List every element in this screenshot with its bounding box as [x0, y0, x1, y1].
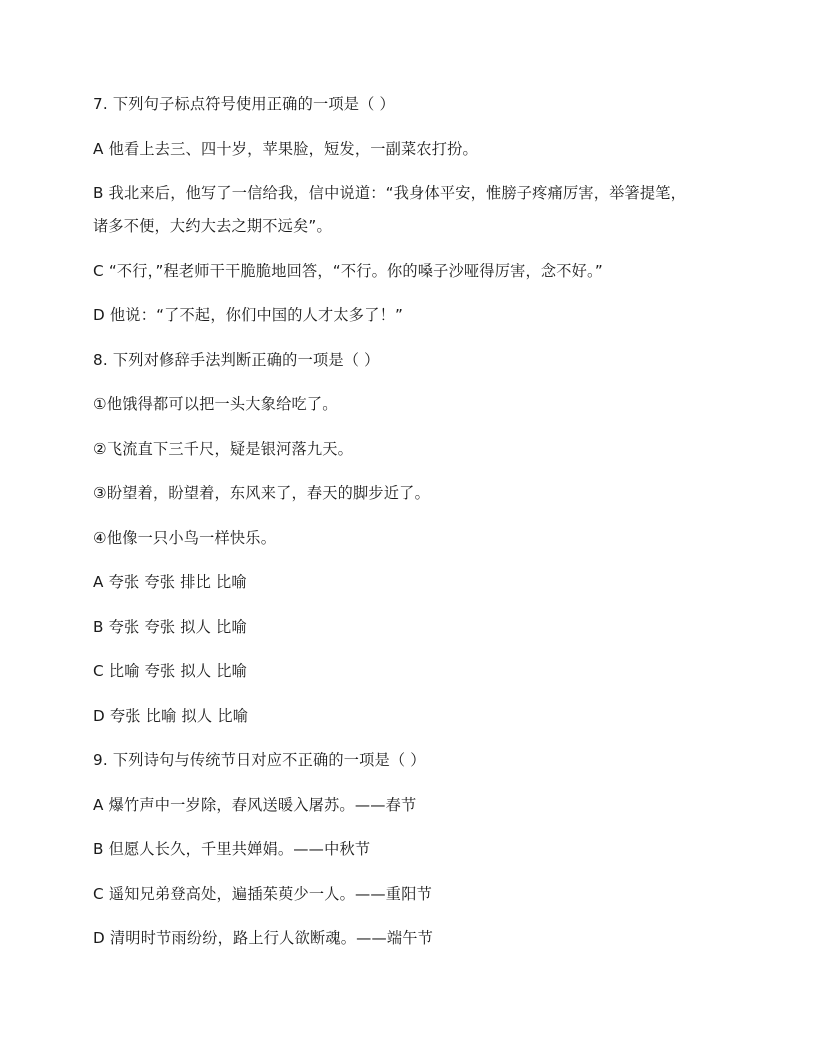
- question-8-option-d: D 夸张 比喻 拟人 比喻: [93, 706, 249, 725]
- question-7-option-b: B 我北来后，他写了一信给我，信中说道：“我身体平安，惟膀子疼痛厉害，举箸提笔，: [93, 184, 687, 202]
- question-9-option-d: D 清明时节雨纷纷，路上行人欲断魂。——端午节: [93, 929, 434, 947]
- question-8-option-a: A 夸张 夸张 排比 比喻: [93, 573, 247, 591]
- question-9-option-c: C 遥知兄弟登高处，遍插茱萸少一人。——重阳节: [93, 884, 432, 903]
- question-7-option-b-continued: 诸多不便，大约大去之期不远矣”。: [93, 217, 332, 235]
- question-8-option-b: B 夸张 夸张 拟人 比喻: [93, 617, 247, 636]
- question-8-item-3: ③盼望着，盼望着，东风来了，春天的脚步近了。: [93, 484, 430, 502]
- question-8-item-2: ②飞流直下三千尺，疑是银河落九天。: [93, 439, 354, 458]
- question-9-option-b: B 但愿人长久，千里共婵娟。——中秋节: [93, 840, 371, 858]
- question-7-option-c: C “不行，”程老师干干脆脆地回答，“不行。你的嗓子沙哑得厉害，念不好。”: [93, 261, 603, 280]
- question-9-stem: 9. 下列诗句与传统节日对应不正确的一项是（ ）: [93, 751, 426, 769]
- question-9-option-a: A 爆竹声中一岁除，春风送暖入屠苏。——春节: [93, 795, 417, 814]
- question-8-stem: 8. 下列对修辞手法判断正确的一项是（ ）: [93, 350, 380, 369]
- question-7-stem: 7. 下列句子标点符号使用正确的一项是（ ）: [93, 95, 395, 113]
- question-list: [93, 93, 733, 949]
- question-8-option-c: C 比喻 夸张 拟人 比喻: [93, 662, 248, 680]
- question-7-option-a: A 他看上去三、四十岁，苹果脸，短发，一副菜农打扮。: [93, 139, 478, 158]
- question-8-item-1: ①他饿得都可以把一头大象给吃了。: [93, 395, 338, 413]
- question-8-item-4: ④他像一只小鸟一样快乐。: [93, 528, 277, 547]
- question-7-option-d: D 他说：“了不起，你们中国的人才太多了！”: [93, 306, 404, 324]
